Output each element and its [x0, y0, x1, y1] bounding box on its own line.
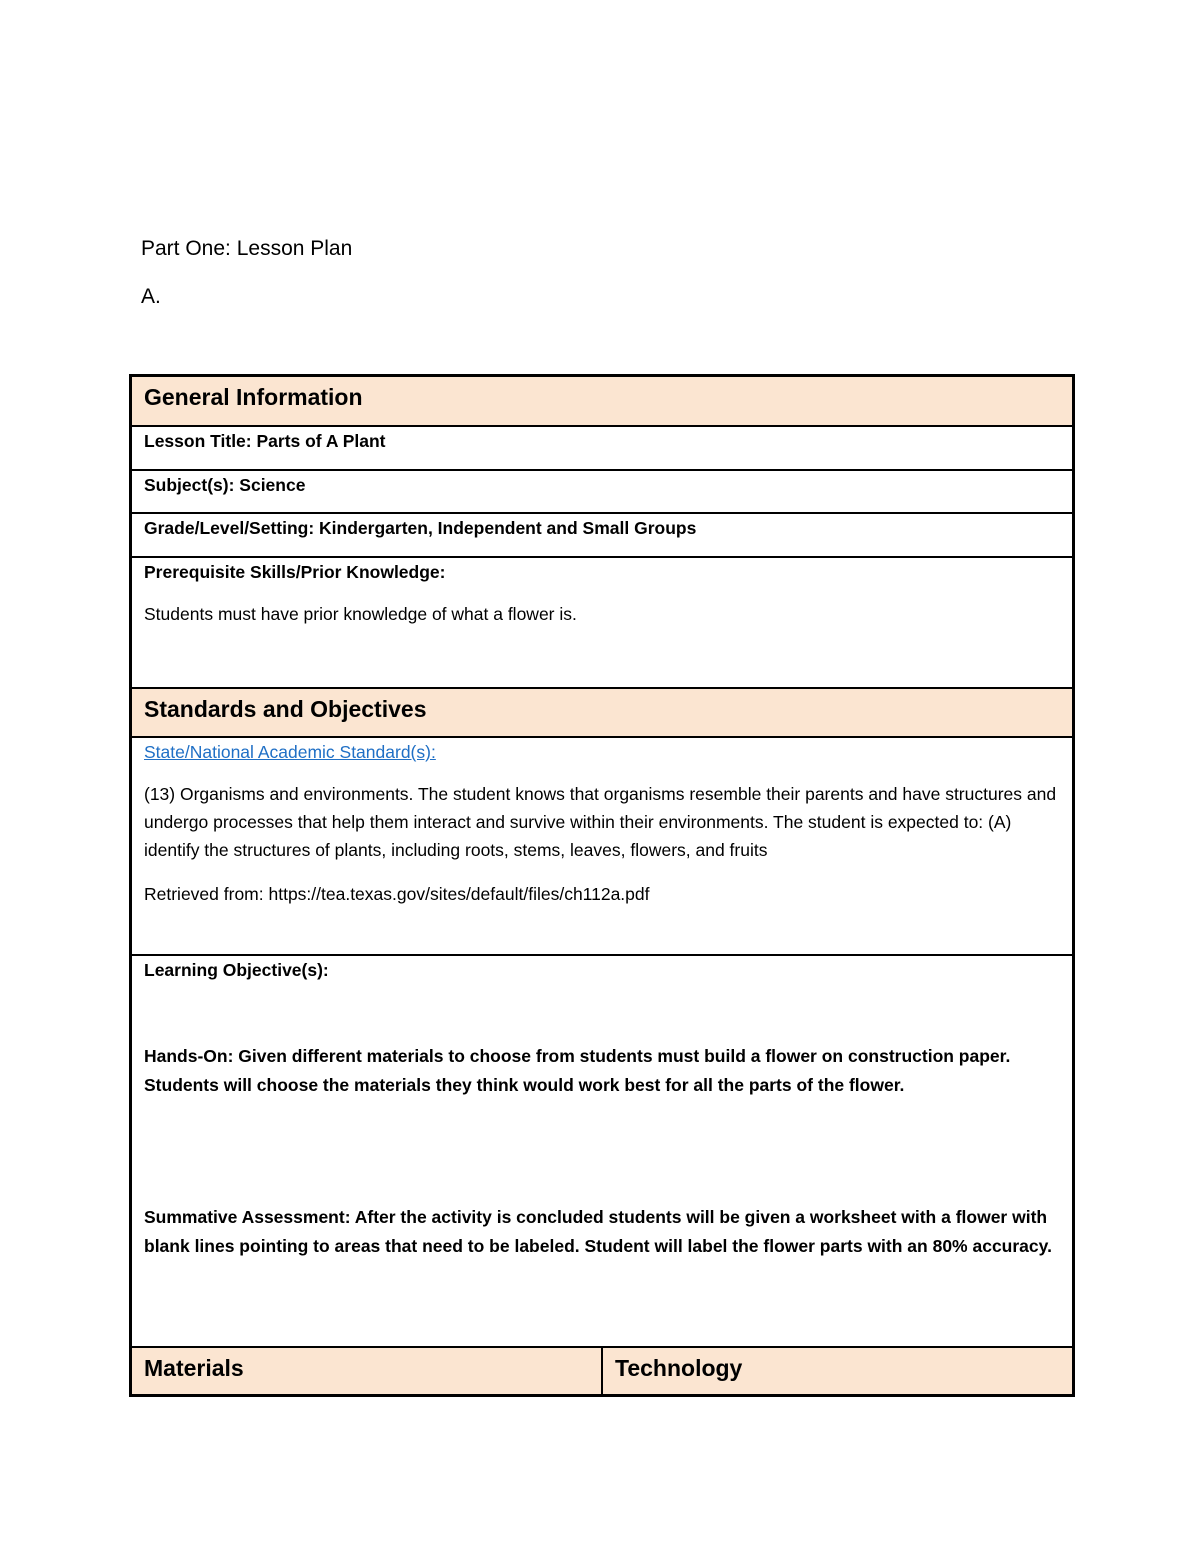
standards-row [132, 738, 1072, 956]
page-title: Part One: Lesson Plan [141, 237, 353, 260]
lesson-title: Lesson Title: Parts of A Plant [144, 431, 386, 451]
grade-level-setting: Grade/Level/Setting: Kindergarten, Independent and Small Groups [144, 518, 697, 538]
prerequisite-text: Students must have prior knowledge of what a flower is. [144, 604, 577, 624]
standards-objectives-header [132, 689, 1072, 738]
section-marker: A. [141, 285, 161, 308]
learning-objectives-row [132, 956, 1072, 1348]
technology-cell [603, 1348, 1072, 1394]
standards-link[interactable]: State/National Academic Standard(s): [144, 742, 436, 762]
subjects-row [132, 471, 1072, 514]
materials-technology-header [132, 1348, 1072, 1394]
prerequisite-row [132, 558, 1072, 689]
general-information-title: General Information [144, 384, 363, 410]
materials-cell [132, 1348, 603, 1394]
technology-title: Technology [615, 1355, 743, 1381]
subjects: Subject(s): Science [144, 475, 306, 495]
general-information-header [132, 377, 1072, 427]
standard-text: (13) Organisms and environments. The student knows that organisms resemble their parents and have structures and undergo processes that help them interact and survive within their environments. The student is expected to: (A) identify the structures of plants, including roots, stems, leaves, flowers, and fruits [144, 784, 1057, 860]
lesson-plan-table [129, 374, 1075, 1397]
standards-objectives-title: Standards and Objectives [144, 696, 427, 722]
lesson-title-row [132, 427, 1072, 471]
learning-objectives-label: Learning Objective(s): [144, 960, 329, 980]
grade-level-row [132, 514, 1072, 558]
materials-title: Materials [144, 1355, 244, 1381]
retrieved-from: Retrieved from: https://tea.texas.gov/sites/default/files/ch112a.pdf [144, 884, 650, 904]
hands-on-objective: Hands-On: Given different materials to choose from students must build a flower on construction paper. Students will choose the materials they think would work best for all the parts of the flower. [144, 1046, 1011, 1095]
prerequisite-label: Prerequisite Skills/Prior Knowledge: [144, 562, 446, 582]
summative-assessment: Summative Assessment: After the activity is concluded students will be given a worksheet with a flower with blank lines pointing to areas that need to be labeled. Student will label the flower parts with an 80% accuracy. [144, 1207, 1052, 1256]
